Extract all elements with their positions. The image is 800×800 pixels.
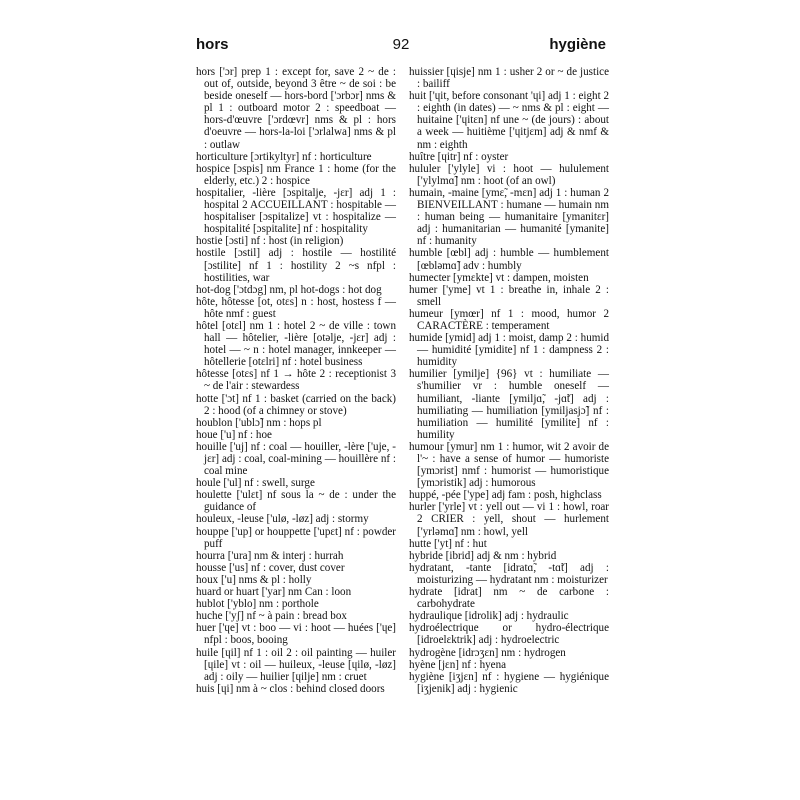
entry-horticulture: horticulture [ɔrtikyltyr] nf : horticulture [196, 150, 372, 163]
entry-houe: houe ['u] nf : hoe [196, 428, 272, 441]
entry-huissier: huissier [ɥisje] nm 1 : usher 2 or ~ de justice : bailiff [409, 66, 609, 91]
entry-humide: humide [ymid] adj 1 : moist, damp 2 : humid — humidité [ymidite] nf 1 : dampness 2 : humidity [409, 332, 609, 369]
entry-hydrate: hydrate [idrat] nm ~ de carbone : carbohydrate [409, 586, 609, 611]
entry-housse: housse ['us] nf : cover, dust cover [196, 561, 345, 574]
entry-hululer: hululer ['ylyle] vi : hoot — hululement ['ylylmɑ̃] nm : hoot (of an owl) [409, 162, 609, 187]
entry-hospitalier: hospitalier, -lière [ɔspitalje, -jɛr] adj 1 : hospital 2 ACCUEILLANT : hospitable — hospitaliser [ɔspitalize] vt : hospitalize — hospitalité [ɔspitalite] nf : hospitality [196, 186, 396, 236]
entry-huitre: huître [ɥitr] nf : oyster [409, 150, 509, 163]
entry-hygiene: hygiène [iʒjɛn] nf : hygiene — hygiénique [iʒjenik] adj : hygienic [409, 670, 609, 695]
entry-humeur: humeur [ymœr] nf 1 : mood, humor 2 CARACTÈRE : temperament [409, 307, 609, 332]
entry-hostile: hostile [ɔstil] adj : hostile — hostilité [ɔstilite] nf 1 : hostility 2 ~s nfpl : hostilities, war [196, 247, 396, 284]
entry-hutte: hutte ['yt] nf : hut [409, 537, 487, 550]
entry-hybride: hybride [ibrid] adj & nm : hybrid [409, 549, 557, 562]
entry-houblon: houblon ['ublɔ̃] nm : hops pl [196, 416, 322, 429]
entry-huard: huard or huart ['yar] nm Can : loon [196, 586, 352, 599]
entry-humain: humain, -maine [ymɛ̃, -mɛn] adj 1 : human 2 BIENVEILLANT : humane — humain nm : human being — humanitaire [ymanitɛr] adj : humanitarian — humanité [ymanite] nf : humanity [409, 186, 609, 248]
entry-hors: hors ['ɔr] prep 1 : except for, save 2 ~ de : out of, outside, beyond 3 être ~ de soi : be beside oneself — hors-bord ['ɔrbɔr] nms & pl 1 : outboard motor 2 : speedboat — hors-d'œuvre ['ɔrdœvr] nms & pl : hors d'oeuvre — hors-la-loi ['ɔrlalwa] nms & pl : outlaw [196, 66, 396, 151]
entry-humer: humer ['yme] vt 1 : breathe in, inhale 2 : smell [409, 283, 609, 308]
entry-hospice: hospice [ɔspis] nm France 1 : home (for the elderly, etc.) 2 : hospice [196, 162, 396, 187]
entry-hyene: hyène [jɛn] nf : hyena [409, 658, 507, 671]
entry-hublot: hublot ['yblo] nm : porthole [196, 598, 319, 611]
entry-huis: huis [ɥi] nm à ~ clos : behind closed doors [196, 682, 385, 695]
entry-huit: huit ['ɥit, before consonant 'ɥi] adj 1 : eight 2 : eighth (in dates) — ~ nms & pl : eight —huitaine ['ɥitɛn] nf une ~ (de jours) : about a week — huitième ['ɥitjɛm] adj & nmf & nm : eighth [409, 90, 609, 151]
entry-houille: houille ['uj] nf : coal — houiller, -lère ['uje, -jɛr] adj : coal, coal-mining — houillère nf : coal mine [196, 440, 396, 478]
entry-hot-dog: hot-dog ['ɔtdɔg] nm, pl hot-dogs : hot dog [196, 283, 382, 296]
entry-hotesse: hôtesse [otɛs] nf 1 → hôte 2 : receptionist 3 ~ de l'air : stewardess [196, 368, 396, 393]
entry-hote: hôte, hôtesse [ot, otɛs] n : host, hostess f — hôte nmf : guest [196, 295, 396, 320]
entry-huppe: huppé, -pée ['ype] adj fam : posh, highclass [409, 489, 602, 502]
entry-hydraulique: hydraulique [idrolik] adj : hydraulic [409, 610, 569, 623]
entry-houle: houle ['ul] nf : swell, surge [196, 477, 315, 490]
right-column [409, 66, 609, 695]
left-column [196, 66, 396, 695]
entry-houleux: houleux, -leuse ['ulø, -løz] adj : stormy [196, 513, 369, 526]
entry-hostie: hostie [ɔsti] nf : host (in religion) [196, 235, 344, 248]
entry-huile: huile [ɥil] nf 1 : oil 2 : oil painting — huiler [ɥile] vt : oil — huileux, -leuse [ɥilø, -løz] adj : oily — huilier [ɥilje] nm : cruet [196, 646, 396, 683]
entry-hydroelectrique: hydroélectrique or hydro-électrique [idroelɛktrik] adj : hydroelectric [409, 622, 609, 647]
entry-hydratant: hydratant, -tante [idratɑ̃, -tɑ̃t] adj : moisturizing — hydratant nm : moisturizer [409, 561, 609, 586]
entry-hotel: hôtel [otɛl] nm 1 : hotel 2 ~ de ville : town hall — hôtelier, -lière [otəlje, -jɛr] adj : hotel — ~ n : hotel manager, innkeeper — hôtellerie [otɛlri] nf : hotel business [196, 319, 396, 369]
entry-houx: houx ['u] nms & pl : holly [196, 573, 312, 586]
entry-houppe: houppe ['up] or houppette ['upɛt] nf : powder puff [196, 525, 396, 550]
entry-humilier: humilier [ymilje] {96} vt : humiliate — s'humilier vr : humble oneself — humiliant, -liante [ymiljɑ̃, -jɑ̃t] adj : humiliating — humiliation [ymiljasjɔ̃] nf : humiliation — humilité [ymilite] nf : humility [409, 368, 609, 441]
entry-huche: huche ['yʃ] nf ~ à pain : bread box [196, 610, 347, 623]
entry-hurler: hurler ['yrle] vt : yell out — vi 1 : howl, roar 2 CRIER : yell, shout — hurlement ['yrləmɑ̃] nm : howl, yell [409, 501, 609, 538]
entry-hotte: hotte ['ɔt] nf 1 : basket (carried on the back) 2 : hood (of a chimney or stove) [196, 392, 396, 417]
entry-humecter: humecter [ymɛkte] vt : dampen, moisten [409, 271, 589, 284]
entry-huer: huer ['ɥe] vt : boo — vi : hoot — huées ['ɥe] nfpl : boos, booing [196, 622, 396, 647]
entry-houlette: houlette ['ulɛt] nf sous la ~ de : under the guidance of [196, 489, 396, 514]
entry-humble: humble [œbl] adj : humble — humblement [œbləmɑ̃] adv : humbly [409, 247, 609, 272]
entry-hydrogene: hydrogène [idrɔʒɛn] nm : hydrogen [409, 646, 566, 659]
page-number: 92 [392, 36, 410, 53]
guide-word-left: hors [196, 36, 229, 53]
page-header [196, 36, 606, 58]
guide-word-right: hygiène [549, 36, 606, 53]
entry-humour: humour [ymur] nm 1 : humor, wit 2 avoir de l'~ : have a sense of humor — humoriste [ymɔrist] nmf : humorist — humoristique [ymɔristik] adj : humorous [409, 440, 609, 490]
entry-hourra: hourra ['ura] nm & interj : hurrah [196, 549, 344, 562]
